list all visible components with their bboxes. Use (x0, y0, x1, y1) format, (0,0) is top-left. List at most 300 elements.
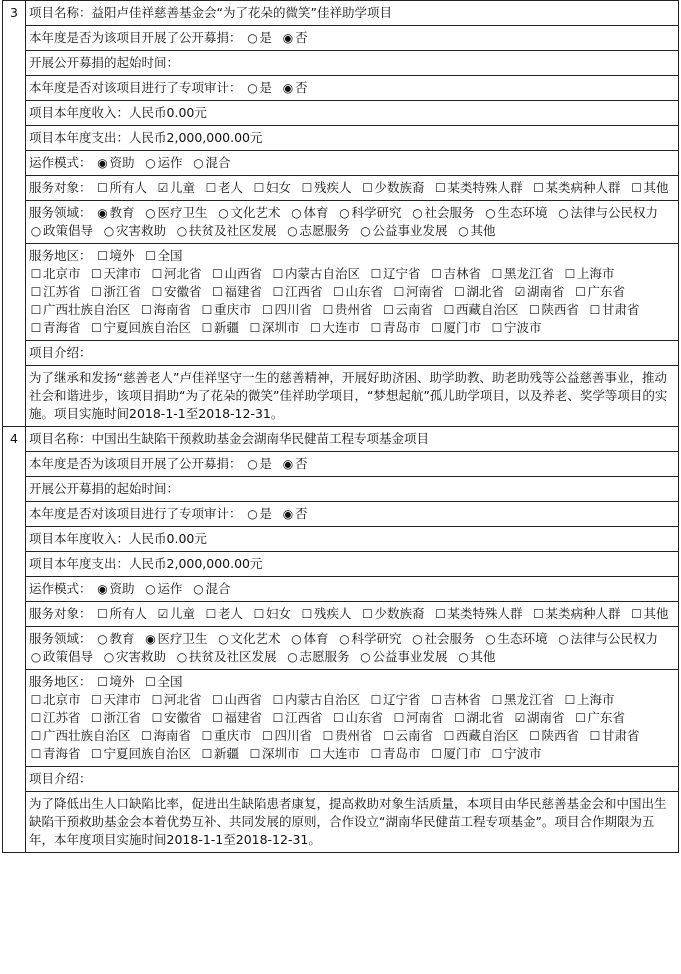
radio-unchecked-icon[interactable]: ○ (247, 81, 258, 95)
checkbox-option[interactable] (29, 745, 81, 763)
checkbox-option[interactable] (96, 247, 135, 265)
checkbox-option[interactable] (369, 745, 421, 763)
option-label: 北京市 (43, 692, 81, 707)
checkbox-option[interactable] (96, 605, 148, 623)
radio-option[interactable] (29, 648, 93, 666)
radio-unchecked-icon[interactable]: ○ (193, 582, 204, 596)
checkbox-option[interactable] (90, 691, 142, 709)
checkbox-option[interactable] (563, 265, 615, 283)
checkbox-unchecked-icon[interactable]: ☐ (491, 267, 503, 281)
radio-option[interactable] (411, 630, 475, 648)
checkbox-option[interactable] (321, 301, 373, 319)
checkbox-option[interactable] (532, 179, 621, 197)
radio-unchecked-icon[interactable]: ○ (558, 206, 569, 220)
checkbox-option[interactable] (29, 265, 81, 283)
checkbox-option[interactable] (563, 691, 615, 709)
checkbox-unchecked-icon[interactable]: ☐ (30, 267, 42, 281)
option-label: 教育 (109, 205, 135, 220)
radio-checked-icon[interactable]: ◉ (97, 582, 108, 596)
checkbox-unchecked-icon[interactable]: ☐ (431, 693, 442, 707)
radio-option[interactable] (457, 222, 496, 240)
checkbox-unchecked-icon[interactable]: ☐ (141, 729, 152, 743)
checkbox-unchecked-icon[interactable]: ☐ (370, 747, 382, 761)
checkbox-option[interactable] (29, 709, 81, 727)
checkbox-unchecked-icon[interactable]: ☐ (30, 303, 42, 317)
radio-option[interactable] (192, 580, 231, 598)
radio-option[interactable] (411, 204, 475, 222)
radio-checked-icon[interactable]: ◉ (282, 81, 294, 95)
checkbox-option[interactable] (382, 301, 434, 319)
radio-option[interactable] (290, 204, 329, 222)
checkbox-option[interactable] (490, 691, 554, 709)
checkbox-unchecked-icon[interactable]: ☐ (91, 747, 102, 761)
option-label: 法律与公民权力 (570, 205, 659, 220)
option-label: 辽宁省 (383, 266, 421, 281)
checkbox-unchecked-icon[interactable]: ☐ (272, 267, 284, 281)
radio-option[interactable] (246, 79, 273, 97)
checkbox-option[interactable] (200, 745, 239, 763)
checkbox-unchecked-icon[interactable]: ☐ (201, 747, 213, 761)
checkbox-unchecked-icon[interactable]: ☐ (253, 607, 265, 621)
radio-unchecked-icon[interactable]: ○ (291, 632, 302, 646)
radio-option[interactable] (557, 204, 659, 222)
checkbox-unchecked-icon[interactable]: ☐ (529, 303, 540, 317)
radio-option[interactable] (96, 580, 135, 598)
checkbox-unchecked-icon[interactable]: ☐ (322, 729, 334, 743)
checkbox-unchecked-icon[interactable]: ☐ (301, 181, 313, 195)
option-label: 混合 (205, 155, 231, 170)
checkbox-option[interactable] (361, 605, 425, 623)
checkbox-unchecked-icon[interactable]: ☐ (435, 607, 446, 621)
checkbox-option[interactable] (369, 265, 421, 283)
radio-option[interactable] (338, 630, 402, 648)
checkbox-unchecked-icon[interactable]: ☐ (631, 607, 642, 621)
checkbox-unchecked-icon[interactable]: ☐ (589, 729, 601, 743)
checkbox-unchecked-icon[interactable]: ☐ (97, 675, 108, 689)
checkbox-option[interactable] (369, 691, 421, 709)
checkbox-option[interactable] (252, 605, 291, 623)
checkbox-unchecked-icon[interactable]: ☐ (431, 747, 442, 761)
radio-unchecked-icon[interactable]: ○ (339, 206, 350, 220)
checkbox-option[interactable] (90, 283, 142, 301)
radio-checked-icon[interactable]: ◉ (97, 206, 108, 220)
checkbox-option[interactable] (252, 179, 291, 197)
checkbox-option[interactable] (513, 709, 565, 727)
option-label: 宁波市 (504, 746, 542, 761)
checkbox-unchecked-icon[interactable]: ☐ (253, 181, 265, 195)
checkbox-option[interactable] (382, 727, 434, 745)
option-label: 公益事业发展 (372, 223, 448, 238)
checkbox-unchecked-icon[interactable]: ☐ (145, 249, 156, 263)
checkbox-unchecked-icon[interactable]: ☐ (151, 285, 163, 299)
radio-option[interactable] (192, 154, 231, 172)
checkbox-unchecked-icon[interactable]: ☐ (151, 267, 163, 281)
checkbox-option[interactable] (434, 605, 523, 623)
radio-unchecked-icon[interactable]: ○ (176, 224, 188, 238)
checkbox-option[interactable] (300, 605, 352, 623)
checkbox-option[interactable] (453, 283, 505, 301)
income-cell (26, 527, 679, 552)
radio-unchecked-icon[interactable]: ○ (145, 582, 156, 596)
checkbox-option[interactable] (29, 727, 131, 745)
radio-unchecked-icon[interactable]: ○ (360, 650, 371, 664)
checkbox-unchecked-icon[interactable]: ☐ (431, 267, 442, 281)
radio-unchecked-icon[interactable]: ○ (218, 206, 229, 220)
radio-unchecked-icon[interactable]: ○ (287, 650, 298, 664)
option-label: 妇女 (266, 606, 292, 621)
radio-unchecked-icon[interactable]: ○ (30, 650, 42, 664)
checkbox-unchecked-icon[interactable]: ☐ (145, 675, 156, 689)
checkbox-unchecked-icon[interactable]: ☐ (301, 607, 313, 621)
checkbox-option[interactable] (528, 301, 580, 319)
checkbox-unchecked-icon[interactable]: ☐ (370, 693, 382, 707)
checkbox-unchecked-icon[interactable]: ☐ (333, 711, 344, 725)
radio-unchecked-icon[interactable]: ○ (103, 224, 115, 238)
checkbox-option[interactable] (96, 179, 148, 197)
checkbox-checked-icon[interactable]: ☑ (514, 285, 526, 299)
checkbox-unchecked-icon[interactable]: ☐ (272, 711, 284, 725)
project-name-label: 项目名称： (29, 5, 92, 20)
checkbox-unchecked-icon[interactable]: ☐ (262, 729, 273, 743)
checkbox-unchecked-icon[interactable]: ☐ (383, 729, 394, 743)
radio-unchecked-icon[interactable]: ○ (247, 31, 258, 45)
checkbox-unchecked-icon[interactable]: ☐ (393, 711, 405, 725)
radio-unchecked-icon[interactable]: ○ (458, 224, 469, 238)
checkbox-option[interactable] (29, 283, 81, 301)
checkbox-unchecked-icon[interactable]: ☐ (362, 181, 373, 195)
checkbox-unchecked-icon[interactable]: ☐ (370, 267, 382, 281)
checkbox-unchecked-icon[interactable]: ☐ (443, 729, 455, 743)
checkbox-unchecked-icon[interactable]: ☐ (383, 303, 394, 317)
checkbox-option[interactable] (574, 283, 626, 301)
checkbox-option[interactable] (144, 673, 183, 691)
checkbox-unchecked-icon[interactable]: ☐ (205, 607, 217, 621)
radio-option[interactable] (359, 222, 448, 240)
checkbox-unchecked-icon[interactable]: ☐ (91, 267, 102, 281)
radio-unchecked-icon[interactable]: ○ (176, 650, 188, 664)
radio-unchecked-icon[interactable]: ○ (339, 632, 350, 646)
checkbox-unchecked-icon[interactable]: ☐ (262, 303, 273, 317)
option-label: 广东省 (587, 284, 626, 299)
radio-option[interactable] (217, 630, 281, 648)
radio-checked-icon[interactable]: ◉ (145, 632, 156, 646)
checkbox-unchecked-icon[interactable]: ☐ (322, 303, 334, 317)
radio-option[interactable] (102, 648, 166, 666)
checkbox-unchecked-icon[interactable]: ☐ (141, 303, 152, 317)
option-label: 扶贫及社区发展 (189, 649, 277, 664)
checkbox-unchecked-icon[interactable]: ☐ (30, 711, 42, 725)
checkbox-option[interactable] (248, 745, 300, 763)
radio-unchecked-icon[interactable]: ○ (145, 156, 156, 170)
checkbox-option[interactable] (588, 727, 640, 745)
checkbox-unchecked-icon[interactable]: ☐ (201, 303, 213, 317)
radio-unchecked-icon[interactable]: ○ (558, 632, 569, 646)
checkbox-unchecked-icon[interactable]: ☐ (97, 181, 108, 195)
radio-unchecked-icon[interactable]: ○ (412, 632, 423, 646)
checkbox-unchecked-icon[interactable]: ☐ (533, 181, 544, 195)
checkbox-option[interactable] (261, 727, 313, 745)
checkbox-unchecked-icon[interactable]: ☐ (30, 729, 42, 743)
radio-checked-icon[interactable]: ◉ (282, 457, 294, 471)
checkbox-option[interactable] (434, 179, 523, 197)
checkbox-unchecked-icon[interactable]: ☐ (454, 711, 465, 725)
radio-option[interactable] (281, 29, 308, 47)
checkbox-unchecked-icon[interactable]: ☐ (30, 693, 42, 707)
checkbox-option[interactable] (430, 691, 482, 709)
checkbox-checked-icon[interactable]: ☑ (157, 181, 169, 195)
radio-unchecked-icon[interactable]: ○ (291, 206, 302, 220)
radio-option[interactable] (484, 204, 548, 222)
checkbox-option[interactable] (211, 709, 263, 727)
checkbox-option[interactable] (200, 727, 252, 745)
checkbox-option[interactable] (211, 283, 263, 301)
checkbox-unchecked-icon[interactable]: ☐ (631, 181, 642, 195)
checkbox-option[interactable] (90, 709, 142, 727)
radio-unchecked-icon[interactable]: ○ (145, 206, 156, 220)
checkbox-option[interactable] (150, 265, 202, 283)
checkbox-option[interactable] (532, 605, 621, 623)
checkbox-unchecked-icon[interactable]: ☐ (97, 607, 108, 621)
checkbox-unchecked-icon[interactable]: ☐ (564, 267, 576, 281)
checkbox-unchecked-icon[interactable]: ☐ (201, 321, 213, 335)
checkbox-option[interactable] (309, 319, 361, 337)
checkbox-option[interactable] (321, 727, 373, 745)
radio-option[interactable] (96, 154, 135, 172)
checkbox-unchecked-icon[interactable]: ☐ (431, 321, 442, 335)
checkbox-option[interactable] (630, 605, 669, 623)
radio-option[interactable] (144, 154, 183, 172)
radio-option[interactable] (175, 222, 277, 240)
checkbox-unchecked-icon[interactable]: ☐ (91, 693, 102, 707)
checkbox-unchecked-icon[interactable]: ☐ (30, 747, 42, 761)
checkbox-option[interactable] (442, 301, 519, 319)
checkbox-option[interactable] (29, 301, 131, 319)
checkbox-unchecked-icon[interactable]: ☐ (151, 711, 163, 725)
radio-option[interactable] (144, 204, 208, 222)
checkbox-option[interactable] (150, 691, 202, 709)
checkbox-option[interactable] (150, 709, 202, 727)
checkbox-unchecked-icon[interactable]: ☐ (91, 711, 102, 725)
checkbox-unchecked-icon[interactable]: ☐ (443, 303, 455, 317)
radio-unchecked-icon[interactable]: ○ (193, 156, 204, 170)
checkbox-option[interactable] (90, 745, 192, 763)
checkbox-option[interactable] (513, 283, 565, 301)
option-label: 安徽省 (164, 710, 202, 725)
intro-label-row (3, 767, 679, 792)
checkbox-option[interactable] (271, 691, 360, 709)
radio-option[interactable] (96, 204, 135, 222)
checkbox-unchecked-icon[interactable]: ☐ (435, 181, 446, 195)
radio-unchecked-icon[interactable]: ○ (485, 206, 496, 220)
checkbox-option[interactable] (309, 745, 361, 763)
checkbox-option[interactable] (490, 319, 542, 337)
checkbox-unchecked-icon[interactable]: ☐ (529, 729, 540, 743)
checkbox-unchecked-icon[interactable]: ☐ (393, 285, 405, 299)
option-label: 河南省 (406, 284, 444, 299)
checkbox-unchecked-icon[interactable]: ☐ (575, 711, 586, 725)
radio-option[interactable] (281, 79, 308, 97)
checkbox-unchecked-icon[interactable]: ☐ (310, 747, 321, 761)
checkbox-checked-icon[interactable]: ☑ (157, 607, 169, 621)
checkbox-option[interactable] (430, 319, 482, 337)
checkbox-unchecked-icon[interactable]: ☐ (212, 267, 223, 281)
checkbox-option[interactable] (271, 283, 323, 301)
radio-option[interactable] (29, 222, 93, 240)
checkbox-option[interactable] (211, 265, 263, 283)
checkbox-option[interactable] (392, 709, 444, 727)
radio-option[interactable] (281, 505, 308, 523)
radio-option[interactable] (286, 648, 350, 666)
checkbox-unchecked-icon[interactable]: ☐ (491, 693, 503, 707)
radio-unchecked-icon[interactable]: ○ (247, 507, 258, 521)
checkbox-unchecked-icon[interactable]: ☐ (151, 693, 163, 707)
checkbox-unchecked-icon[interactable]: ☐ (212, 711, 223, 725)
checkbox-option[interactable] (156, 179, 195, 197)
checkbox-unchecked-icon[interactable]: ☐ (205, 181, 217, 195)
checkbox-unchecked-icon[interactable]: ☐ (212, 285, 223, 299)
checkbox-option[interactable] (200, 301, 252, 319)
option-label: 浙江省 (103, 710, 142, 725)
checkbox-option[interactable] (271, 709, 323, 727)
checkbox-unchecked-icon[interactable]: ☐ (30, 321, 42, 335)
checkbox-unchecked-icon[interactable]: ☐ (310, 321, 321, 335)
checkbox-option[interactable] (29, 319, 81, 337)
radio-unchecked-icon[interactable]: ○ (412, 206, 423, 220)
checkbox-option[interactable] (630, 179, 669, 197)
radio-option[interactable] (246, 29, 273, 47)
option-label: 天津市 (103, 692, 142, 707)
radio-unchecked-icon[interactable]: ○ (30, 224, 42, 238)
radio-option[interactable] (338, 204, 402, 222)
radio-option[interactable] (175, 648, 277, 666)
checkbox-option[interactable] (332, 709, 384, 727)
option-label: 黑龙江省 (504, 692, 555, 707)
checkbox-option[interactable] (90, 319, 192, 337)
radio-option[interactable] (144, 580, 183, 598)
option-label: 湖北省 (466, 284, 505, 299)
checkbox-unchecked-icon[interactable]: ☐ (454, 285, 465, 299)
option-label: 志愿服务 (299, 223, 350, 238)
radio-checked-icon[interactable]: ◉ (282, 31, 294, 45)
radio-unchecked-icon[interactable]: ○ (218, 632, 229, 646)
checkbox-option[interactable] (150, 283, 202, 301)
checkbox-option[interactable] (490, 265, 554, 283)
radio-option[interactable] (96, 630, 135, 648)
checkbox-option[interactable] (574, 709, 626, 727)
checkbox-option[interactable] (156, 605, 195, 623)
checkbox-unchecked-icon[interactable]: ☐ (249, 321, 261, 335)
checkbox-unchecked-icon[interactable]: ☐ (91, 321, 102, 335)
checkbox-unchecked-icon[interactable]: ☐ (272, 693, 284, 707)
checkbox-option[interactable] (90, 265, 142, 283)
expense-row (3, 552, 679, 577)
checkbox-option[interactable] (144, 247, 183, 265)
radio-unchecked-icon[interactable]: ○ (103, 650, 115, 664)
checkbox-option[interactable] (442, 727, 519, 745)
checkbox-option[interactable] (29, 691, 81, 709)
radio-unchecked-icon[interactable]: ○ (485, 632, 496, 646)
checkbox-unchecked-icon[interactable]: ☐ (272, 285, 284, 299)
field-options (29, 205, 663, 238)
checkbox-checked-icon[interactable]: ☑ (514, 711, 526, 725)
checkbox-option[interactable] (392, 283, 444, 301)
checkbox-unchecked-icon[interactable]: ☐ (30, 285, 42, 299)
radio-option[interactable] (557, 630, 659, 648)
radio-unchecked-icon[interactable]: ○ (458, 650, 469, 664)
checkbox-unchecked-icon[interactable]: ☐ (201, 729, 213, 743)
checkbox-option[interactable] (140, 301, 192, 319)
checkbox-unchecked-icon[interactable]: ☐ (589, 303, 601, 317)
checkbox-option[interactable] (588, 301, 640, 319)
checkbox-option[interactable] (361, 179, 425, 197)
checkbox-unchecked-icon[interactable]: ☐ (362, 607, 373, 621)
project-name-row (3, 427, 679, 452)
checkbox-unchecked-icon[interactable]: ☐ (212, 693, 223, 707)
checkbox-option[interactable] (248, 319, 300, 337)
radio-unchecked-icon[interactable]: ○ (287, 224, 298, 238)
checkbox-unchecked-icon[interactable]: ☐ (533, 607, 544, 621)
checkbox-option[interactable] (211, 691, 263, 709)
checkbox-unchecked-icon[interactable]: ☐ (491, 321, 503, 335)
checkbox-unchecked-icon[interactable]: ☐ (91, 285, 102, 299)
checkbox-unchecked-icon[interactable]: ☐ (249, 747, 261, 761)
checkbox-option[interactable] (528, 727, 580, 745)
radio-option[interactable] (144, 630, 208, 648)
checkbox-option[interactable] (332, 283, 384, 301)
target-row (3, 176, 679, 201)
checkbox-option[interactable] (271, 265, 360, 283)
checkbox-option[interactable] (261, 301, 313, 319)
checkbox-unchecked-icon[interactable]: ☐ (333, 285, 344, 299)
option-label: 社会服务 (424, 205, 475, 220)
checkbox-option[interactable] (300, 179, 352, 197)
region-label: 服务地区： (29, 674, 92, 689)
radio-option[interactable] (217, 204, 281, 222)
checkbox-unchecked-icon[interactable]: ☐ (370, 321, 382, 335)
radio-option[interactable] (246, 455, 273, 473)
radio-option[interactable] (484, 630, 548, 648)
option-label: 某类病种人群 (545, 606, 621, 621)
radio-option[interactable] (102, 222, 166, 240)
checkbox-option[interactable] (96, 673, 135, 691)
checkbox-unchecked-icon[interactable]: ☐ (491, 747, 503, 761)
checkbox-option[interactable] (204, 605, 243, 623)
checkbox-option[interactable] (140, 727, 192, 745)
radio-option[interactable] (281, 455, 308, 473)
radio-option[interactable] (457, 648, 496, 666)
radio-checked-icon[interactable]: ◉ (282, 507, 294, 521)
radio-unchecked-icon[interactable]: ○ (360, 224, 371, 238)
radio-unchecked-icon[interactable]: ○ (247, 457, 258, 471)
radio-option[interactable] (290, 630, 329, 648)
radio-option[interactable] (246, 505, 273, 523)
checkbox-unchecked-icon[interactable]: ☐ (97, 249, 108, 263)
radio-unchecked-icon[interactable]: ○ (97, 632, 108, 646)
radio-option[interactable] (286, 222, 350, 240)
checkbox-option[interactable] (453, 709, 505, 727)
checkbox-option[interactable] (490, 745, 542, 763)
radio-checked-icon[interactable]: ◉ (97, 156, 108, 170)
checkbox-option[interactable] (200, 319, 239, 337)
checkbox-option[interactable] (430, 265, 482, 283)
option-label: 其他 (470, 223, 496, 238)
checkbox-option[interactable] (369, 319, 421, 337)
radio-option[interactable] (359, 648, 448, 666)
checkbox-option[interactable] (204, 179, 243, 197)
checkbox-option[interactable] (430, 745, 482, 763)
checkbox-unchecked-icon[interactable]: ☐ (575, 285, 586, 299)
checkbox-unchecked-icon[interactable]: ☐ (564, 693, 576, 707)
